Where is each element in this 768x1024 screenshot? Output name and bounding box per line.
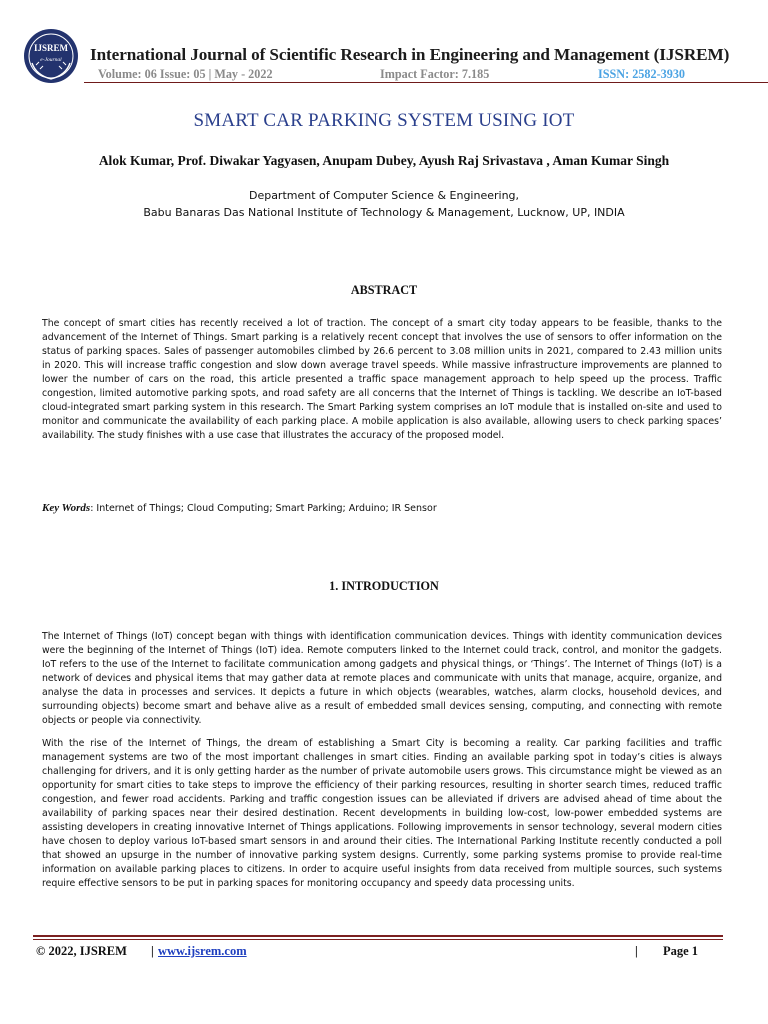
footer-separator: | <box>635 944 638 958</box>
issn: ISSN: 2582-3930 <box>598 67 686 81</box>
introduction-heading: 1. INTRODUCTION <box>329 579 439 593</box>
ijsrem-logo <box>22 27 80 85</box>
abstract-heading: ABSTRACT <box>350 283 418 297</box>
footer-website-link[interactable]: www.ijsrem.com <box>158 944 247 958</box>
logo-text-bottom: e-Journal <box>40 57 62 63</box>
footer-divider-thin <box>33 939 723 940</box>
header-divider <box>84 82 768 83</box>
keywords-text: : Internet of Things; Cloud Computing; Smart Parking; Arduino; IR Sensor <box>90 503 437 514</box>
abstract-text: The concept of smart cities has recently received a lot of traction. The concept of a smart city today appears to be feasible, thanks to the advancement of the Internet of Things. Smart parking is a relatively recent concept that involves the use of sensors to offer information on the status of parking spaces. Sales of passenger automobiles climbed by 26.6 percent to 3.08 million units in 2021, compared to 2.43 million units in 2020. This will increase traffic congestion and slow down average travel speeds. While massive infrastructure improvements are planned to lower the number of cars on the road, this article presented a traffic space management approach to help speed up the process. Traffic congestion, limited automotive parking spots, and road safety are all concerns that the Internet of Things is tackling. We describe an IoT-based cloud-integrated smart parking system in this research. The Smart Parking system comprises an IoT module that is installed on-site and used to monitor and communicate the availability of each parking place. A mobile application is also available, allowing users to check parking spaces’ availability. The study finishes with a use case that illustrates the accuracy of the proposed model. <box>42 318 722 441</box>
footer-copyright: © 2022, IJSREM <box>36 944 127 958</box>
keywords <box>42 502 722 514</box>
journal-volume: Volume: 06 Issue: 05 | May - 2022 <box>98 67 273 81</box>
affiliation-department: Department of Computer Science & Engineering, <box>248 189 520 202</box>
impact-factor: Impact Factor: 7.185 <box>380 67 490 81</box>
page-number: Page 1 <box>663 944 699 958</box>
logo-text-top: IJSREM <box>33 43 69 53</box>
footer-separator: | <box>151 944 154 958</box>
introduction-paragraph-2: With the rise of the Internet of Things, the dream of establishing a Smart City is becoming a reality. Car parking facilities and traffic management systems are two of the most important challenges in smart cities. Finding an available parking spot in today’s cities is always challenging for drivers, and it is only getting harder as the number of private automobile users grows. This circumstance might be viewed as an opportunity for smart cities to take steps to improve the efficiency of their parking resources, resulting in shorter search times, reduced traffic congestion, and fewer road accidents. Parking and traffic congestion issues can be alleviated if drivers are advised ahead of time about the availability of parking spaces near their desired destination. Recent developments in building low-cost, low-power embedded systems are assisting developers in creating innovative Internet of Things applications. Following improvements in sensor technology, several modern cities have chosen to deploy various IoT-based smart sensors in and around their cities. The International Parking Institute recently conducted a poll that showed an upsurge in the number of innovative parking system designs. Currently, some parking systems promise to provide real-time information on available parking places to citizens. In order to acquire useful insights from data received from multiple sources, such systems require effective sensors to be put in parking spaces for monitoring occupancy and speedy data processing units. <box>42 738 722 889</box>
journal-title: International Journal of Scientific Research in Engineering and Management (IJSREM) <box>90 45 730 64</box>
footer-divider-thick <box>33 935 723 937</box>
paper-title: SMART CAR PARKING SYSTEM USING IOT <box>193 110 575 131</box>
keywords-label: Key Words <box>42 502 91 514</box>
paper-authors: Alok Kumar, Prof. Diwakar Yagyasen, Anupam Dubey, Ayush Raj Srivastava , Aman Kumar Singh <box>98 153 670 168</box>
introduction-paragraph-1: The Internet of Things (IoT) concept began with things with identification communication devices. Things with identity communication devices were the beginning of the Internet of Things (IoT) idea. Remote computers linked to the Internet could track, control, and monitor the gadgets. IoT refers to the use of the Internet to facilitate communication among gadgets and physical things, or ‘Things’. The Internet of Things (IoT) is a network of devices and physical items that may gather data at remote places and communicate with units that manage, acquire, organize, and analyse the data in processes and services. It depicts a future in which objects (wearables, watches, alarm clocks, household devices, and surrounding objects) become smart and behave alive as a result of embedded small devices sensing, computing, and connecting with remote objects or people via connectivity. <box>42 631 722 726</box>
affiliation-institute: Babu Banaras Das National Institute of Technology & Management, Lucknow, UP, INDIA <box>143 206 625 219</box>
